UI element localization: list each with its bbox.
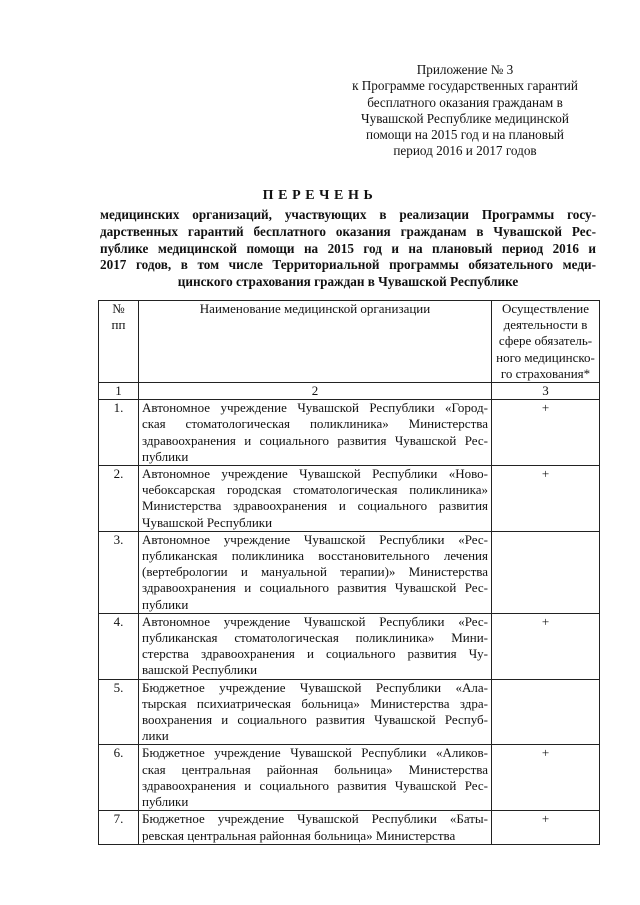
organization-name-line: (вертебрологии и мануальной терапии)» Министерства xyxy=(142,564,488,580)
organization-name-line: вашской Республики xyxy=(142,662,258,678)
organization-name-line: Министерства здравоохранения и социального развития xyxy=(142,498,488,514)
table-row xyxy=(99,531,600,613)
organization-name-line: тырская психиатрическая больница» Министерства здра- xyxy=(142,695,488,711)
appendix-note xyxy=(330,62,600,160)
row-number: 7. xyxy=(99,811,139,844)
appendix-line: к Программе государственных гарантий xyxy=(352,78,578,94)
organization-name xyxy=(139,531,492,613)
appendix-line: Чувашской Республике медицинской xyxy=(361,110,569,126)
organization-name xyxy=(139,745,492,811)
organization-name xyxy=(139,679,492,745)
organization-name-line: публиканская поликлиника восстановительного лечения xyxy=(142,548,488,564)
header-oms-activity xyxy=(492,301,600,383)
header-oms-line: Осуществление xyxy=(502,301,589,316)
organization-name-line: Автономное учреждение Чувашской Республики «Город- xyxy=(142,400,488,416)
oms-participation-mark: + xyxy=(492,613,600,679)
header-oms-line: ного медицинско- xyxy=(496,349,595,365)
oms-participation-mark: + xyxy=(492,466,600,532)
subtitle-line: дарственных гарантий бесплатного оказания гражданам в Чувашской Рес- xyxy=(100,223,596,239)
subtitle-line: медицинских организаций, участвующих в реализации Программы госу- xyxy=(100,207,596,222)
document-title: ПЕРЕЧЕНЬ xyxy=(262,188,378,203)
subtitle-line: цинского страхования граждан в Чувашской Республике xyxy=(177,274,519,290)
organization-name-line: Бюджетное учреждение Чувашской Республики «Аликов- xyxy=(142,745,488,761)
oms-participation-mark: + xyxy=(492,745,600,811)
organization-name-line: Бюджетное учреждение Чувашской Республики «Баты- xyxy=(142,811,488,827)
row-number: 3. xyxy=(99,531,139,613)
organization-name xyxy=(139,400,492,466)
organization-name-line: здравоохранения и социального развития Чувашской Рес- xyxy=(142,580,488,596)
organizations-table xyxy=(98,300,600,845)
organization-name-line: публиканская стоматологическая поликлиника» Мини- xyxy=(142,630,488,646)
column-index: 1 xyxy=(99,383,139,400)
appendix-line: помощи на 2015 год и на плановый xyxy=(366,127,564,143)
header-oms-line: деятельности в xyxy=(503,317,588,333)
table-header-row xyxy=(99,301,600,383)
organization-name-line: публики xyxy=(142,794,189,810)
subtitle-line: публике медицинской помощи на 2015 год и на плановый период 2016 и xyxy=(100,240,596,256)
row-number: 2. xyxy=(99,466,139,532)
appendix-line: Приложение № 3 xyxy=(416,62,514,77)
table-row xyxy=(99,613,600,679)
table-row xyxy=(99,679,600,745)
organization-name-line: Бюджетное учреждение Чувашской Республики «Ала- xyxy=(142,679,488,695)
organization-name xyxy=(139,466,492,532)
organization-name-line: Автономное учреждение Чувашской Республики «Рес- xyxy=(142,613,488,629)
header-number-line: № xyxy=(112,301,125,316)
organization-name-line: публики xyxy=(142,448,189,464)
appendix-line: бесплатного оказания гражданам в xyxy=(367,94,563,110)
header-organization-name: Наименование медицинской организации xyxy=(139,301,492,383)
table-row xyxy=(99,466,600,532)
row-number: 6. xyxy=(99,745,139,811)
organization-name-line: ская стоматологическая поликлиника» Министерства xyxy=(142,416,488,432)
table-row xyxy=(99,400,600,466)
organization-name-line: лики xyxy=(142,728,169,744)
organization-name-line: ревская центральная районная больница» Министерства xyxy=(142,827,456,843)
organization-name-line: Автономное учреждение Чувашской Республики «Ново- xyxy=(142,466,488,482)
table-row xyxy=(99,811,600,844)
row-number: 5. xyxy=(99,679,139,745)
organization-name-line: Чувашской Республики xyxy=(142,514,273,530)
oms-participation-mark: + xyxy=(492,400,600,466)
oms-participation-mark xyxy=(492,679,600,745)
column-index: 3 xyxy=(492,383,600,400)
appendix-line: период 2016 и 2017 годов xyxy=(393,143,537,159)
organization-name-line: чебоксарская городская стоматологическая поликлиника» xyxy=(142,482,488,498)
row-number: 4. xyxy=(99,613,139,679)
document-subtitle xyxy=(100,207,596,291)
header-number-line: пп xyxy=(111,317,126,333)
organization-name-line: воохранения и социального развития Чувашской Респуб- xyxy=(142,712,488,728)
organization-name-line: публики xyxy=(142,596,189,612)
header-oms-line: го страхования* xyxy=(500,365,591,381)
table-row xyxy=(99,745,600,811)
column-index: 2 xyxy=(139,383,492,400)
organization-name xyxy=(139,811,492,844)
subtitle-line: 2017 годов, в том числе Территориальной программы обязательного меди- xyxy=(100,257,596,273)
oms-participation-mark: + xyxy=(492,811,600,844)
organization-name-line: здравоохранения и социального развития Чувашской Рес- xyxy=(142,777,488,793)
organization-name-line: Автономное учреждение Чувашской Республики «Рес- xyxy=(142,531,488,547)
header-number xyxy=(99,301,139,383)
organization-name-line: здравоохранения и социального развития Чувашской Рес- xyxy=(142,432,488,448)
column-index-row xyxy=(99,383,600,400)
row-number: 1. xyxy=(99,400,139,466)
organization-name xyxy=(139,613,492,679)
header-oms-line: сфере обязатель- xyxy=(498,333,593,349)
oms-participation-mark xyxy=(492,531,600,613)
organization-name-line: ская центральная районная больница» Министерства xyxy=(142,761,488,777)
organization-name-line: стерства здравоохранения и социального развития Чу- xyxy=(142,646,488,662)
